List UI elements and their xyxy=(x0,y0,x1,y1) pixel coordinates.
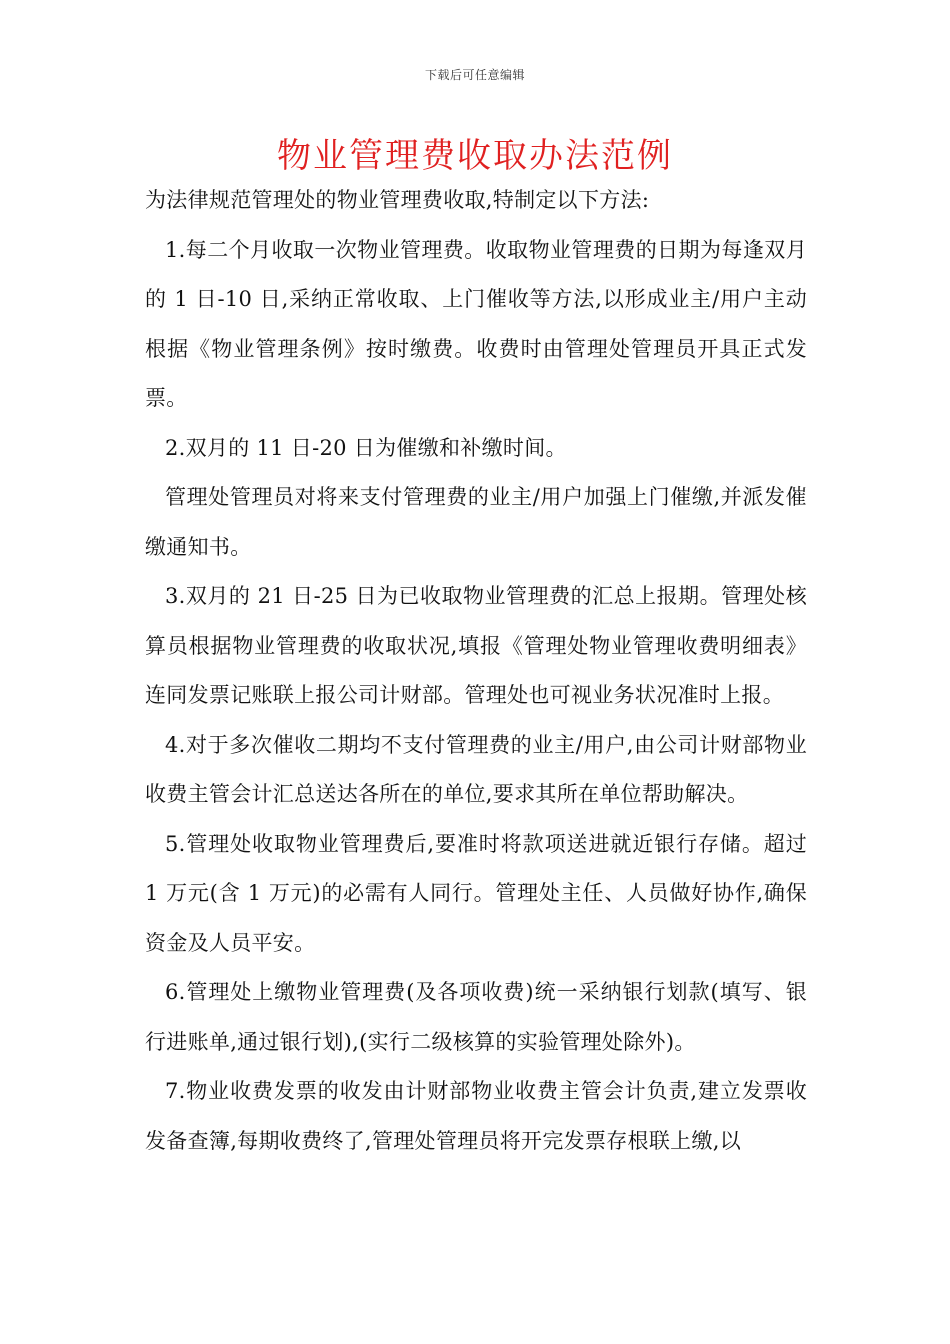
document-title: 物业管理费收取办法范例 xyxy=(277,136,673,176)
clause-4-paragraph: 4.对于多次催收二期均不支付管理费的业主/用户,由公司计财部物业收费主管会计汇总送达各所在的单位,要求其所在单位帮助解决。 xyxy=(145,732,807,806)
header-note: 下载后可任意编辑 xyxy=(424,68,525,82)
clause-7-paragraph: 7.物业收费发票的收发由计财部物业收费主管会计负责,建立发票收发备查簿,每期收费终了,管理处管理员将开完发票存根联上缴,以 xyxy=(145,1079,807,1153)
document-body xyxy=(145,176,807,1166)
clause-2-detail-paragraph: 管理处管理员对将来支付管理费的业主/用户加强上门催缴,并派发催缴通知书。 xyxy=(145,485,807,559)
clause-5-paragraph: 5.管理处收取物业管理费后,要准时将款项送进就近银行存储。超过 1 万元(含 1 万元)的必需有人同行。管理处主任、人员做好协作,确保资金及人员平安。 xyxy=(145,831,807,955)
intro-paragraph: 为法律规范管理处的物业管理费收取,特制定以下方法: xyxy=(145,188,650,212)
clause-6-paragraph: 6.管理处上缴物业管理费(及各项收费)统一采纳银行划款(填写、银行进账单,通过银行划),(实行二级核算的实验管理处除外)。 xyxy=(145,980,807,1054)
clause-2-paragraph: 2.双月的 11 日-20 日为催缴和补缴时间。 xyxy=(165,435,567,460)
clause-3-paragraph: 3.双月的 21 日-25 日为已收取物业管理费的汇总上报期。管理处核算员根据物业管理费的收取状况,填报《管理处物业管理收费明细表》连同发票记账联上报公司计财部。管理处也可视业务状况准时上报。 xyxy=(145,584,807,707)
clause-1-paragraph: 1.每二个月收取一次物业管理费。收取物业管理费的日期为每逢双月的 1 日-10 日,采纳正常收取、上门催收等方法,以形成业主/用户主动根据《物业管理条例》按时缴费。收费时由管理处管理员开具正式发票。 xyxy=(145,237,807,410)
